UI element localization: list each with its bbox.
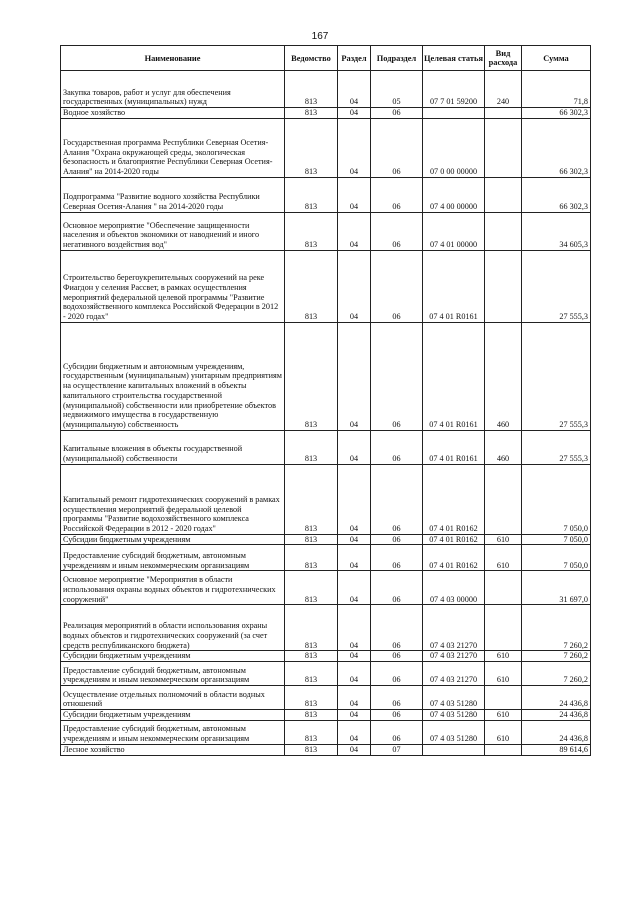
cell-ministry: 813 (285, 571, 338, 605)
cell-target: 07 4 01 R0161 (423, 322, 485, 430)
table-row (61, 744, 591, 755)
cell-sum: 27 555,3 (522, 322, 591, 430)
cell-ministry: 813 (285, 464, 338, 534)
cell-subsection: 05 (371, 71, 423, 108)
column-header-kind: Вид расхода (485, 46, 522, 71)
cell-target: 07 7 01 59200 (423, 71, 485, 108)
cell-subsection: 06 (371, 662, 423, 686)
table-row (61, 250, 591, 322)
cell-target: 07 4 03 51280 (423, 686, 485, 710)
column-header-ministry: Ведомство (285, 46, 338, 71)
cell-sum: 89 614,6 (522, 744, 591, 755)
table-row (61, 662, 591, 686)
cell-kind: 610 (485, 662, 522, 686)
cell-kind (485, 250, 522, 322)
column-header-target: Целевая статья (423, 46, 485, 71)
cell-section: 04 (338, 710, 371, 721)
cell-kind (485, 212, 522, 250)
table-row (61, 710, 591, 721)
cell-target: 07 4 01 R0162 (423, 534, 485, 545)
column-header-sum: Сумма (522, 46, 591, 71)
cell-kind: 610 (485, 545, 522, 571)
cell-section: 04 (338, 662, 371, 686)
table-row (61, 118, 591, 177)
cell-target: 07 4 03 21270 (423, 605, 485, 651)
cell-subsection: 06 (371, 605, 423, 651)
cell-subsection: 06 (371, 545, 423, 571)
cell-kind: 610 (485, 710, 522, 721)
cell-name: Предоставление субсидий бюджетным, автономным учреждениям и иным некоммерческим организациям (61, 545, 285, 571)
cell-name: Закупка товаров, работ и услуг для обеспечения государственных (муниципальных) нужд (61, 71, 285, 108)
cell-kind: 610 (485, 720, 522, 744)
cell-name: Водное хозяйство (61, 108, 285, 119)
cell-kind (485, 177, 522, 212)
budget-table (60, 45, 591, 756)
cell-name: Капитальные вложения в объекты государственной (муниципальной) собственности (61, 430, 285, 464)
cell-target (423, 108, 485, 119)
cell-sum: 7 260,2 (522, 651, 591, 662)
cell-subsection: 06 (371, 571, 423, 605)
cell-subsection: 06 (371, 720, 423, 744)
cell-sum: 24 436,8 (522, 710, 591, 721)
cell-name: Основное мероприятие "Обеспечение защищенности населения и объектов экономики от наводнений и иного негативного воздействия вод" (61, 212, 285, 250)
cell-subsection: 06 (371, 118, 423, 177)
cell-subsection: 07 (371, 744, 423, 755)
cell-section: 04 (338, 720, 371, 744)
cell-subsection: 06 (371, 430, 423, 464)
cell-subsection: 06 (371, 108, 423, 119)
cell-subsection: 06 (371, 651, 423, 662)
table-row (61, 464, 591, 534)
cell-sum: 7 050,0 (522, 545, 591, 571)
cell-kind: 240 (485, 71, 522, 108)
cell-target: 07 4 03 21270 (423, 662, 485, 686)
table-row (61, 605, 591, 651)
column-header-subsection: Подраздел (371, 46, 423, 71)
table-row (61, 430, 591, 464)
cell-ministry: 813 (285, 118, 338, 177)
cell-section: 04 (338, 651, 371, 662)
cell-name: Капитальный ремонт гидротехнических сооружений в рамках осуществления мероприятий федеральной целевой программы "Развитие водохозяйственного комплекса Российской Федерации в 2012 - 2020 годах" (61, 464, 285, 534)
cell-sum: 66 302,3 (522, 118, 591, 177)
cell-kind: 460 (485, 322, 522, 430)
cell-sum: 7 050,0 (522, 534, 591, 545)
column-header-name: Наименование (61, 46, 285, 71)
cell-target: 07 4 01 R0162 (423, 464, 485, 534)
cell-name: Государственная программа Республики Северная Осетия-Алания "Охрана окружающей среды, экологическая безопасность и благоприятие Республики Северная Осетия-Алания" на 2014-2020 годы (61, 118, 285, 177)
table-row (61, 686, 591, 710)
cell-name: Строительство берегоукрепительных сооружений на реке Фиагдон у селения Рассвет, в рамках осуществления мероприятий федеральной целевой программы "Развитие водохозяйственного комплекса Российской Федерации в 2012 - 2020 годах" (61, 250, 285, 322)
cell-target: 07 4 03 21270 (423, 651, 485, 662)
cell-name: Субсидии бюджетным и автономным учреждениям, государственным (муниципальным) унитарным предприятиям на осуществление капитальных вложений в объекты капитального строительства государственной (муниципальной) собственности или приобретение объектов недвижимого имущества в государственную (муниципальную) собственность (61, 322, 285, 430)
table-row (61, 571, 591, 605)
column-header-section: Раздел (338, 46, 371, 71)
cell-section: 04 (338, 108, 371, 119)
cell-target: 07 0 00 00000 (423, 118, 485, 177)
cell-name: Основное мероприятие "Мероприятия в области использования охраны водных объектов и гидротехнических сооружений" (61, 571, 285, 605)
cell-kind: 460 (485, 430, 522, 464)
cell-sum: 31 697,0 (522, 571, 591, 605)
cell-target: 07 4 01 R0161 (423, 250, 485, 322)
cell-kind: 610 (485, 534, 522, 545)
cell-ministry: 813 (285, 430, 338, 464)
table-row (61, 534, 591, 545)
cell-subsection: 06 (371, 534, 423, 545)
cell-target: 07 4 03 51280 (423, 710, 485, 721)
cell-subsection: 06 (371, 710, 423, 721)
cell-section: 04 (338, 250, 371, 322)
cell-section: 04 (338, 212, 371, 250)
table-row (61, 108, 591, 119)
table-row (61, 651, 591, 662)
cell-section: 04 (338, 177, 371, 212)
cell-target: 07 4 01 00000 (423, 212, 485, 250)
cell-name: Предоставление субсидий бюджетным, автономным учреждениям и иным некоммерческим организациям (61, 720, 285, 744)
cell-subsection: 06 (371, 250, 423, 322)
cell-kind (485, 605, 522, 651)
cell-sum: 24 436,8 (522, 720, 591, 744)
cell-subsection: 06 (371, 686, 423, 710)
table-row (61, 212, 591, 250)
cell-ministry: 813 (285, 720, 338, 744)
cell-name: Предоставление субсидий бюджетным, автономным учреждениям и иным некоммерческим организациям (61, 662, 285, 686)
cell-name: Субсидии бюджетным учреждениям (61, 651, 285, 662)
cell-ministry: 813 (285, 662, 338, 686)
cell-ministry: 813 (285, 534, 338, 545)
cell-ministry: 813 (285, 605, 338, 651)
cell-section: 04 (338, 686, 371, 710)
cell-kind (485, 686, 522, 710)
cell-subsection: 06 (371, 212, 423, 250)
cell-name: Реализация мероприятий в области использования охраны водных объектов и гидротехнических сооружений (за счет средств республиканского бюджета) (61, 605, 285, 651)
cell-name: Субсидии бюджетным учреждениям (61, 710, 285, 721)
cell-ministry: 813 (285, 212, 338, 250)
cell-section: 04 (338, 605, 371, 651)
cell-section: 04 (338, 545, 371, 571)
cell-name: Подпрограмма "Развитие водного хозяйства Республики Северная Осетия-Алания " на 2014-2020 годы (61, 177, 285, 212)
cell-ministry: 813 (285, 108, 338, 119)
cell-sum: 66 302,3 (522, 177, 591, 212)
cell-subsection: 06 (371, 464, 423, 534)
cell-ministry: 813 (285, 322, 338, 430)
cell-ministry: 813 (285, 686, 338, 710)
cell-kind (485, 744, 522, 755)
cell-kind (485, 571, 522, 605)
cell-ministry: 813 (285, 177, 338, 212)
cell-name: Лесное хозяйство (61, 744, 285, 755)
cell-kind (485, 464, 522, 534)
table-row (61, 71, 591, 108)
table-row (61, 177, 591, 212)
cell-ministry: 813 (285, 71, 338, 108)
cell-sum: 7 050,0 (522, 464, 591, 534)
cell-kind: 610 (485, 651, 522, 662)
cell-name: Субсидии бюджетным учреждениям (61, 534, 285, 545)
cell-ministry: 813 (285, 545, 338, 571)
cell-section: 04 (338, 464, 371, 534)
cell-ministry: 813 (285, 651, 338, 662)
table-header-row (61, 46, 591, 71)
table-row (61, 322, 591, 430)
cell-sum: 34 605,3 (522, 212, 591, 250)
cell-section: 04 (338, 430, 371, 464)
cell-target: 07 4 01 R0162 (423, 545, 485, 571)
cell-target: 07 4 03 51280 (423, 720, 485, 744)
cell-section: 04 (338, 71, 371, 108)
cell-target: 07 4 03 00000 (423, 571, 485, 605)
cell-section: 04 (338, 118, 371, 177)
cell-target: 07 4 01 R0161 (423, 430, 485, 464)
cell-ministry: 813 (285, 250, 338, 322)
cell-section: 04 (338, 534, 371, 545)
cell-section: 04 (338, 322, 371, 430)
cell-sum: 27 555,3 (522, 430, 591, 464)
cell-sum: 71,8 (522, 71, 591, 108)
table-row (61, 545, 591, 571)
cell-section: 04 (338, 571, 371, 605)
cell-kind (485, 118, 522, 177)
page-number: 167 (311, 31, 329, 42)
cell-sum: 66 302,3 (522, 108, 591, 119)
cell-sum: 7 260,2 (522, 662, 591, 686)
cell-name: Осуществление отдельных полномочий в области водных отношений (61, 686, 285, 710)
cell-ministry: 813 (285, 710, 338, 721)
cell-section: 04 (338, 744, 371, 755)
cell-subsection: 06 (371, 177, 423, 212)
cell-sum: 24 436,8 (522, 686, 591, 710)
cell-subsection: 06 (371, 322, 423, 430)
cell-sum: 27 555,3 (522, 250, 591, 322)
cell-target: 07 4 00 00000 (423, 177, 485, 212)
cell-sum: 7 260,2 (522, 605, 591, 651)
cell-kind (485, 108, 522, 119)
cell-ministry: 813 (285, 744, 338, 755)
table-row (61, 720, 591, 744)
cell-target (423, 744, 485, 755)
